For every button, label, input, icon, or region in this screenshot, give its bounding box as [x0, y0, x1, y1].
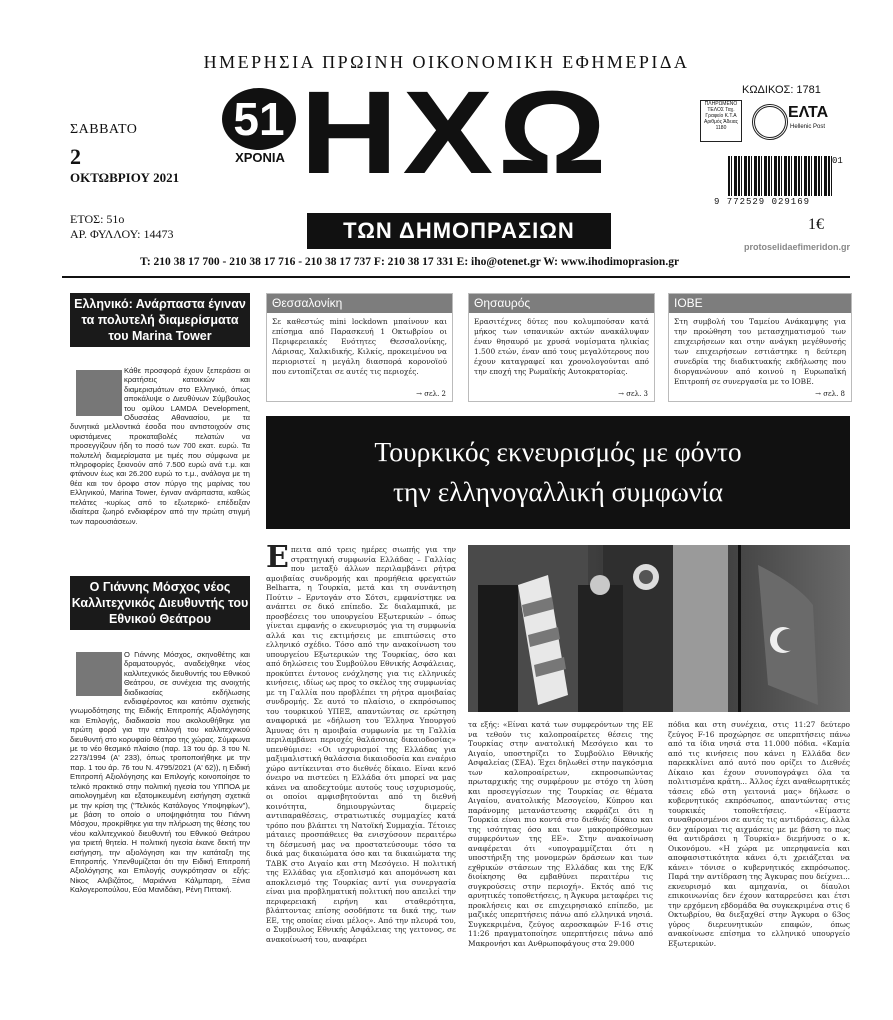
sidebar-story2-title: Ο Γιάννης Μόσχος νέος Καλλιτεχνικός Διευθυντής του Εθνικού Θεάτρου — [70, 576, 250, 630]
teaser-card[interactable] — [468, 293, 655, 402]
dropcap: Ε — [266, 540, 289, 575]
headline-line1: Τουρκικός εκνευρισμός με φόντο — [374, 436, 742, 467]
teaser-card[interactable] — [266, 293, 453, 402]
main-headline — [266, 416, 850, 529]
tagline: ΗΜΕΡΗΣΙΑ ΠΡΩΙΝΗ ΟΙΚΟΝΟΜΙΚΗ ΕΦΗΜΕΡΙΔΑ — [203, 52, 690, 72]
teaser-text: Σε καθεστώς mini lockdown μπαίνουν και επίσημα από Παρασκευή 1 Οκτωβρίου οι Περιφερειακές Ενότητες Θεσσαλονίκης, Λάρισας, Χαλκιδικής, Κιλκίς, προκειμένου να περιοριστεί η μεγάλη διασπορά κορονοϊού που εντοπίζεται σε αυτές τις περιοχές. — [272, 317, 447, 376]
code-line: ΚΩΔΙΚΟΣ: 1781 — [742, 84, 821, 96]
price: 1€ — [808, 216, 824, 233]
weekday: ΣΑΒΒΑΤΟ — [70, 122, 138, 137]
date-block — [70, 122, 179, 186]
page-ref: → σελ. 3 — [618, 390, 648, 398]
page-ref: → σελ. 8 — [815, 390, 845, 398]
teaser-text: Στη συμβολή του Ταμείου Ανάκαμψης για την προώθηση του μετασχηματισμού των επιχειρήσεων και στην ανάγκη μεγέθυνσής των επιχειρήσεων εστιάστηκε η δεύτερη συνεδρία της διαδικτυακής εκδήλωσης που διοργανώνουν από κοινού η Ευρωπαϊκή Επιτροπή σε συνεργασία με το ΙΟΒΕ. — [674, 317, 846, 386]
sidebar-story1-title: Ελληνικό: Ανάρπαστα έγιναν τα πολυτελή διαμερίσματα του Marina Tower — [70, 293, 250, 347]
newspaper-subtitle: ΤΩΝ ΔΗΜΟΠΡΑΣΙΩΝ — [307, 213, 611, 249]
sidebar-story1-body: Κάθε προσφορά έχουν ξεπεράσει οι κρατήσεις κατοικιών και διαμερισμάτων στο Ελληνικό, όπως αποκάλυψε ο Διευθύνων Σύμβουλος του ομίλου LAMDA Development, Οδυσσέας Αθανασίου, με τα δυνητικά μελλοντικά έσοδα που αντιστοιχούν στις υφιστάμενες προκαταβολές πελατών να προσεγγίζουν ήδη το ποσό των 700 εκατ. ευρώ. Τα πολυτελή διαμερίσματα με τιμές που σύμφωνα με πληροφορίες ξεκινούν από 7.500 ευρώ ανά τ.μ. και φτάνουν έως και 26.200 ευρώ το τ.μ., ανάλογα με τη θέα και τον όροφο στον πύργο της μαρίνας του Ελληνικού, Marina Tower, έγιναν ανάρπαστα, καθώς πελάτες -κυρίως από το εξωτερικό- επέδειξαν ιδιαίτερα ζωηρό ενδιαφέρον από την πρώτη στιγμή των παρουσιάσεων. — [70, 366, 250, 526]
barcode-number: 9 772529 029169 — [714, 197, 811, 207]
sidebar-story2-text — [70, 650, 250, 895]
anniversary-logo: 51 — [222, 88, 296, 150]
seal-icon — [752, 104, 788, 140]
issue-line: ΑΡ. ΦΥΛΛΟΥ: 14473 — [70, 227, 174, 241]
sidebar-story2-body: Ο Γιάννης Μόσχος, σκηνοθέτης και δραματουργός, αναδείχθηκε νέος καλλιτεχνικός διευθυντής του Εθνικού Θεάτρου, σε συνέχεια της ανοιχτής διαδικασίας εκδήλωσης ενδιαφέροντος και κατόπιν σχετικής γνωμοδότησης της Ειδικής Επιτροπής Αξιολόγησης και Επιλογής, διαδικασία που ακολουθήθηκε για πρώτη φορά για την επιλογή του καλλιτεχνικού διευθυντή στο κορυφαίο θέατρο της χώρας. Σύμφωνα με το νέο θεσμικό πλαίσιο (παρ. 13 του άρ. 3 του Ν. 2273/1994 (Α' 233), όπως τροποποιήθηκε με την παρ. 1 του άρ. 76 του Ν. 4795/2021 (Α' 62)), η Ειδική Επιτροπή Αξιολόγησης και Επιλογής κοινοποίησε το τελικό πρακτικό στην πολιτική ηγεσία του ΥΠΠΟΑ με αιτιολογημένη και εξατομικευμένη εισήγηση σχετικά με την κρίση της ("Τελικός Κατάλογος Υποψηφίων"), με βάση το οποίο ο υποψηφιότητα του Γιάννη Μόσχου, προκρίθηκε για την πλήρωση της θέσης του νέου καλλιτεχνικού διευθυντή του Εθνικού Θεάτρου για τριετή θητεία. Η πολιτική ηγεσία έκανε δεκτή την εισήγηση, την αξιολόγηση και την κατάταξη της Επιτροπής. Υπενθυμίζεται ότι την Ειδική Επιτροπή Αξιολόγησης και Επιλογής συγκρότησαν οι εξής: Νίκος Αλιβιζάτος, Μαριάννα Κάλμπαρη, Ξένια Καλογεροπούλου, Εύα Μανιδάκη, Ρένη Πιττακή. — [70, 650, 250, 895]
postal-sub: Hellenic Post — [790, 124, 826, 130]
article-column-1 — [266, 540, 456, 944]
watermark: protoselidaefimeridon.gr — [744, 242, 851, 252]
photo-illustration — [468, 545, 850, 712]
issue-info — [70, 212, 173, 242]
teaser-title: Θησαυρός — [469, 294, 654, 313]
article-column-3: πόδια και στη συνέχεια, στις 11:27 δεύτερο ζεύγος F-16 προχώρησε σε υπερπτήσεις πάνω από τα ίδια νησιά στα 11.000 πόδια. «Καμία από τις κινήσεις που κάνει η Ελλάδα δεν παρεκκλίνει από αυτό που ορίζει το Διεθνές Δίκαιο και έχουν συνυπογράψει όλα τα πολιτισμένα κράτη... Άλλος έχει αναθεωρητικές τάσεις εδώ στη γειτονιά μας» δήλωσε ο κυβερνητικός εκπρόσωπος, απαντώντας στις τουρκικές τοποθετήσεις. «Είμαστε συναθροισμένοι σε αυτές τις αντιδράσεις, άλλα δεν χαίρομαι τις αιχμάσεις με με βάση το πως θα αντιδράσει η Τουρκία» διεμήνυσε ο κ. Οικονόμου. «Η χώρα με υπερηφανεία και αποφασιστικότητα κάνει ό,τι χρειάζεται να κάνει» τόνισε ο κυβερνητικός εκπρόσωπος. Παρά την αντίδραση της Άγκυρας που δείχνει... εκνευρισμό και αμηχανία, οι δίαυλοι επικοινωνίας δεν έχουν καταρρεύσει και έτσι την ερχόμενη εβδομάδα θα συγκεκριμένα στις 6 Οκτωβρίου, θα διεξαχθεί στην Άγκυρα ο 63ος γύρος διερευνητικών επαφών, όπως ανακοίνωσε επίσημα το ελληνικό υπουργείο Εξωτερικών. — [668, 720, 850, 948]
page-ref: → σελ. 2 — [416, 390, 446, 398]
year-line: ΕΤΟΣ: 51ο — [70, 212, 125, 226]
article-column-2: τα εξής: «Είναι κατά των συμφερόντων της ΕΕ να τεθούν τις καλοπροαίρετες θέσεις της Τουρκίας στην ανατολική Μεσόγειο και το Αιγαίο, υποστηρίζει το Συμβούλιο Εθνικής Ασφαλείας (ΣΕΑ). Έχει δηλωθεί στην παγκόσμια των καλοπροαίρετων, εκπροσωπώντας πρωταρχικής της συμφέρουν με στόχο τη λύση και προσεγγίσεων της Τουρκίας σε θέματα Αιγαίου, ανατολικής Μεσογείου, Κύπρου και παράνομης μετανάστευσης εκφράζει ότι η Τουρκία είναι πιο κοντά στο διεθνές δίκαιο και της ισότητας όσο και των μακροπρόθεσμων συμφερόντων της ΕΕ». Στην ανακοίνωση αναφέρεται ότι «υπογραμμίζεται ότι η υποστήριξη της μονομερών δράσεων και των εχθρικών στάσεων της Ελλάδας και της Ε/Κ διοίκησης θα εμβαθύνει περαιτέρω τις συγκρούσεις στην περιοχή». Εκτός από τις αρνητικές τοποθετήσεις, η Άγκυρα μεταφέρει τις προκλήσεις και σε επιχειρησιακό επίπεδο, με μαζικές υπερπτήσεις πάνω από ελληνικά νησιά. Συγκεκριμένα, ζεύγος αεροσκαφών F-16 στις 11:26 πραγματοποίησε υπερπτήσεις πάνω από Μακρονήσι και Ανθρωποφάγους στα 29.000 — [468, 720, 653, 948]
teaser-card[interactable] — [668, 293, 852, 402]
barcode-suffix: 01 — [832, 156, 843, 166]
sidebar-story1-text — [70, 366, 250, 526]
headline-line2: την ελληνογαλλική συμφωνία — [392, 476, 724, 507]
teaser-text: Ερασιτέχνες δύτες που κολυμπούσαν κατά μήκος των ισπανικών ακτών ανακάλυψαν έναν θησαυρό με χρυσά νομίσματα ηλικίας 1.500 ετών, έναν από τους μεγαλύτερους που έχουν καταγραφεί και χρονολογούνται από την εποχή της Ρωμαϊκής Αυτοκρατορίας. — [474, 317, 649, 376]
postage-stamp: ΠΛΗΡΩΜΕΝΟ ΤΕΛΟΣ Ταχ. Γραφείο Κ.Τ.Α Αριθμός Άδειας 1180 — [700, 100, 742, 142]
teaser-title: ΙΟΒΕ — [669, 294, 851, 313]
diplomats-flags-photo — [468, 545, 850, 712]
month-year: ΟΚΤΩΒΡΙΟΥ 2021 — [70, 170, 180, 185]
newspaper-title: ΗΧΩ — [300, 67, 612, 199]
date-number: 2 — [70, 144, 81, 169]
article-col1-text: πειτα από τρεις ημέρες σιωπής για την στρατηγική συμφωνία Ελλάδας – Γαλλίας που μεταξύ άλλων περιλαμβάνει ρήτρα αμοιβαίας συνδρομής και προμήθεια φρεγατών Belharra, η Τουρκία, μετά και τη συνάντηση Πούτιν – Ερντογάν στο Σότσι, εμφανίστηκε να ανάπτει σε δικό επίπεδο. Σε διαλαμπικά, με προσβέσεις του υπουργείου Εξωτερικών – όπως γίνεται εμφανής ο εκνευρισμός για τη συμφωνία αλλά και τις εκτιμήσεις με επιπτώσεις στο ελληνικό σχέδιο. Τόσο από την ανακοίνωση του υπουργείου Εξωτερικών της Τουρκίας, όσο και από δηλώσεις του Συμβούλου Εθνικής Ασφάλειας, προκύπτει έντονος ενόχλησης για τις ελληνικές κινήσεις, ιδίως ως προς το σκέλος της συμφωνίας με τη Γαλλία που προβλέπει τη ρήτρα αμοιβαίας συνδρομής. Σε αυτό το πλαίσιο, ο εκπρόσωπος του τουρκικού ΥΠΕΞ, απαντώντας σε ερώτηση αναφορικά με «δήλωση του Έλληνα Υπουργού Άμυνας ότι η αμοιβαία συμφωνία με τη Γαλλία περιλαμβάνει περιοχές θαλάσσιας δικαιοδοσίας» υπενθύμισε: «Οι ισχυρισμοί της Ελλάδας για μαξιμαλιστική θαλάσσια δικαιοδοσία και εναέριο χώρο αντίκεινται στο διεθνές δίκαιο. Είναι κενό όνειρο να πιστεύει η Ελλάδα ότι μπορεί να μας κάνει να αποδεχτούμε αυτούς τους ισχυρισμούς, οι οποίοι αμφισβητούνται από τη διεθνή κοινότητα, δημιουργώντας διμερείς αντιπαραθέσεις, στρατιωτικές συμμαχίες κατά τρόπο που βλάπτει τη Νατοϊκή Συμμαχία. Τέτοιες μάταιες προσπάθειες θα ενισχύσουν περαιτέρω τη δέσμευσή μας να προστατεύσουμε τόσο τα δικά μας δικαιώματα όσο και τα δικαιώματα της ΤΔΒΚ στο Αιγαίο και στη Μεσόγειο. Η πολιτική της Ελλάδας για εξοπλισμό και απομόνωση και αποκλεισμό της Τουρκίας αντί για συνεργασία είναι μια προβληματική πολιτική που απειλεί την περιφερειακή ειρήνη και σταθερότητα, βλάπτοντας επίσης οσοδήποτε τα δικά της, των ΕΕ, της οποίας είναι μέλος». Από την πλευρά του, ο Συμβουλος Εθνικής Ασφάλειας της γειτονος, σε ανακοίνωσή του, αναφέρει — [266, 545, 456, 944]
barcode-icon — [728, 156, 832, 196]
postal-logo: ΕΛΤΑ — [788, 104, 829, 121]
header-divider — [62, 276, 850, 278]
teaser-title: Θεσσαλονίκη — [267, 294, 452, 313]
contact-line: T: 210 38 17 700 - 210 38 17 716 - 210 38 17 737 F: 210 38 17 331 E: iho@otenet.gr W: www.ihodimoprasion.gr — [140, 256, 680, 268]
anniversary-label: ΧΡΟΝΙΑ — [235, 150, 285, 165]
